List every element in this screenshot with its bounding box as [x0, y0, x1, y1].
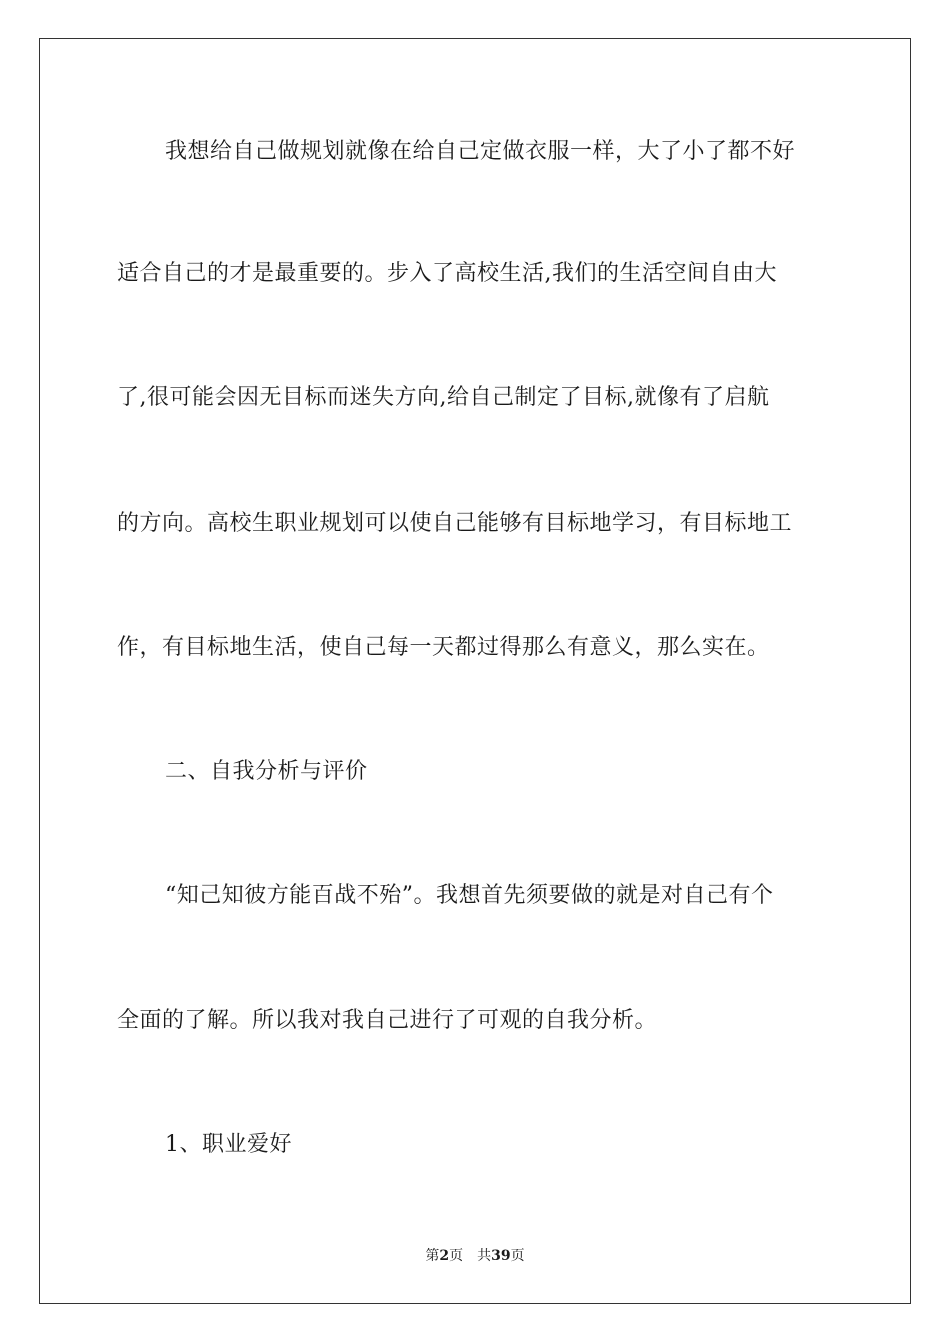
page-border [39, 38, 911, 1304]
footer-page-suffix: 页 [449, 1248, 464, 1264]
footer-total-pages: 39 [491, 1248, 511, 1264]
footer-total-prefix: 共 [477, 1248, 492, 1264]
paragraph-1-line-4: 的方向。高校生职业规划可以使自己能够有目标地学习，有目标地工 [117, 511, 793, 536]
subsection-heading: 1、职业爱好 [165, 1132, 292, 1157]
paragraph-1-line-5: 作，有目标地生活，使自己每一天都过得那么有意义，那么实在。 [117, 635, 770, 660]
paragraph-1-line-3: 了,很可能会因无目标而迷失方向,给自己制定了目标,就像有了启航 [117, 385, 770, 410]
paragraph-1-line-1: 我想给自己做规划就像在给自己定做衣服一样，大了小了都不好 [165, 139, 796, 164]
paragraph-2-line-1: “知己知彼方能百战不殆”。我想首先须要做的就是对自己有个 [165, 883, 774, 908]
footer-page-prefix: 第 [425, 1248, 440, 1264]
footer-page-number: 2 [439, 1248, 450, 1264]
paragraph-2-line-2: 全面的了解。所以我对我自己进行了可观的自我分析。 [117, 1008, 658, 1033]
paragraph-1-line-2: 适合自己的才是最重要的。步入了高校生活,我们的生活空间自由大 [117, 261, 777, 286]
page-footer [0, 1247, 950, 1265]
section-heading: 二、自我分析与评价 [165, 759, 368, 784]
footer-total-suffix: 页 [510, 1248, 525, 1264]
